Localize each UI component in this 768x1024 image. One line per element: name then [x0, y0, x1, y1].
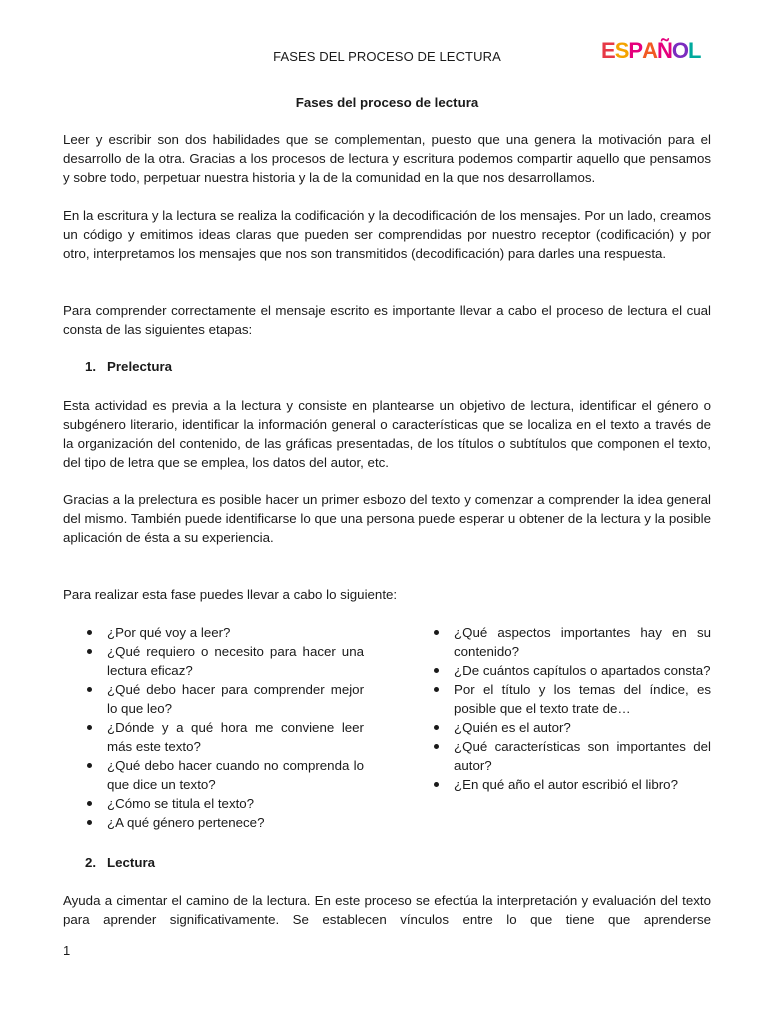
document-title: Fases del proceso de lectura [295, 95, 479, 110]
question-list-item: ¿A qué género pertenece? [85, 813, 364, 832]
logo-letter: E [601, 38, 615, 63]
section-number: 1. [85, 359, 97, 374]
section-heading-prelectura [63, 357, 172, 376]
question-list-item: ¿Qué requiero o necesito para hacer una lectura eficaz? [85, 642, 364, 680]
logo-letter: A [642, 38, 657, 63]
question-list-item: ¿Por qué voy a leer? [85, 623, 364, 642]
question-list-item: ¿Qué aspectos importantes hay en su contenido? [432, 623, 711, 661]
section-title: Prelectura [107, 359, 173, 374]
section-heading-lectura [63, 853, 155, 872]
question-list-right [432, 623, 711, 794]
question-list-item: ¿Qué características son importantes del autor? [432, 737, 711, 775]
logo-letter: P [628, 38, 643, 63]
paragraph-intro-2: En la escritura y la lectura se realiza la codificación y la decodificación de los mensajes. Por un lado, creamos un código y emitimos ideas claras que pueden ser comprendidas por nuestro receptor (codificación) y por otro, interpretamos los mensajes que nos son transmitidos (decodificación) para darles una respuesta. [63, 208, 711, 261]
question-list-item: ¿De cuántos capítulos o apartados consta? [432, 661, 711, 680]
paragraph-prelectura-3: Para realizar esta fase puedes llevar a cabo lo siguiente: [63, 587, 398, 602]
question-list-item: ¿Quién es el autor? [432, 718, 711, 737]
question-list-item: ¿Dónde y a qué hora me conviene leer más este texto? [85, 718, 364, 756]
question-list-item: ¿Cómo se titula el texto? [85, 794, 364, 813]
section-title: Lectura [107, 855, 156, 870]
paragraph-prelectura-1: Esta actividad es previa a la lectura y consiste en plantearse un objetivo de lectura, identificar el género o subgénero literario, identificar la información general o características que se localiza en el texto a través de la organización del contenido, de las gráficas presentadas, de los títulos o subtítulos que componen el texto, del tipo de letra que se emplea, los datos del autor, etc. [63, 398, 711, 470]
logo-letter: O [671, 38, 688, 63]
logo-letter: L [687, 38, 701, 63]
logo-letter: S [614, 38, 629, 63]
section-number: 2. [85, 855, 97, 870]
paragraph-intro-3: Para comprender correctamente el mensaje escrito es importante llevar a cabo el proceso de lectura el cual consta de las siguientes etapas: [63, 303, 711, 337]
question-list-left [85, 623, 364, 832]
paragraph-prelectura-2: Gracias a la prelectura es posible hacer un primer esbozo del texto y comenzar a comprender la idea general del mismo. También puede identificarse lo que una persona puede esperar u obtener de la lectura y la posible aplicación de ésta a su experiencia. [63, 492, 711, 545]
espanol-logo [601, 38, 700, 64]
running-header: FASES DEL PROCESO DE LECTURA [273, 49, 501, 64]
page-number: 1 [63, 943, 71, 958]
question-list-item: Por el título y los temas del índice, es posible que el texto trate de… [432, 680, 711, 718]
logo-letter: Ñ [656, 38, 672, 63]
paragraph-intro-1: Leer y escribir son dos habilidades que se complementan, puesto que una genera la motivación para el desarrollo de la otra. Gracias a los procesos de lectura y escritura podemos compartir aquello que pensamos y sobre todo, perpetuar nuestra historia y la de la comunidad en la que nos desarrollamos. [63, 132, 711, 185]
question-list-item: ¿Qué debo hacer cuando no comprenda lo que dice un texto? [85, 756, 364, 794]
paragraph-lectura-1: Ayuda a cimentar el camino de la lectura. En este proceso se efectúa la interpretación y evaluación del texto para aprender significativamente. Se establecen vínculos entre lo que tiene que aprenderse [63, 893, 711, 927]
question-list-item: ¿Qué debo hacer para comprender mejor lo que leo? [85, 680, 364, 718]
question-list-item: ¿En qué año el autor escribió el libro? [432, 775, 711, 794]
